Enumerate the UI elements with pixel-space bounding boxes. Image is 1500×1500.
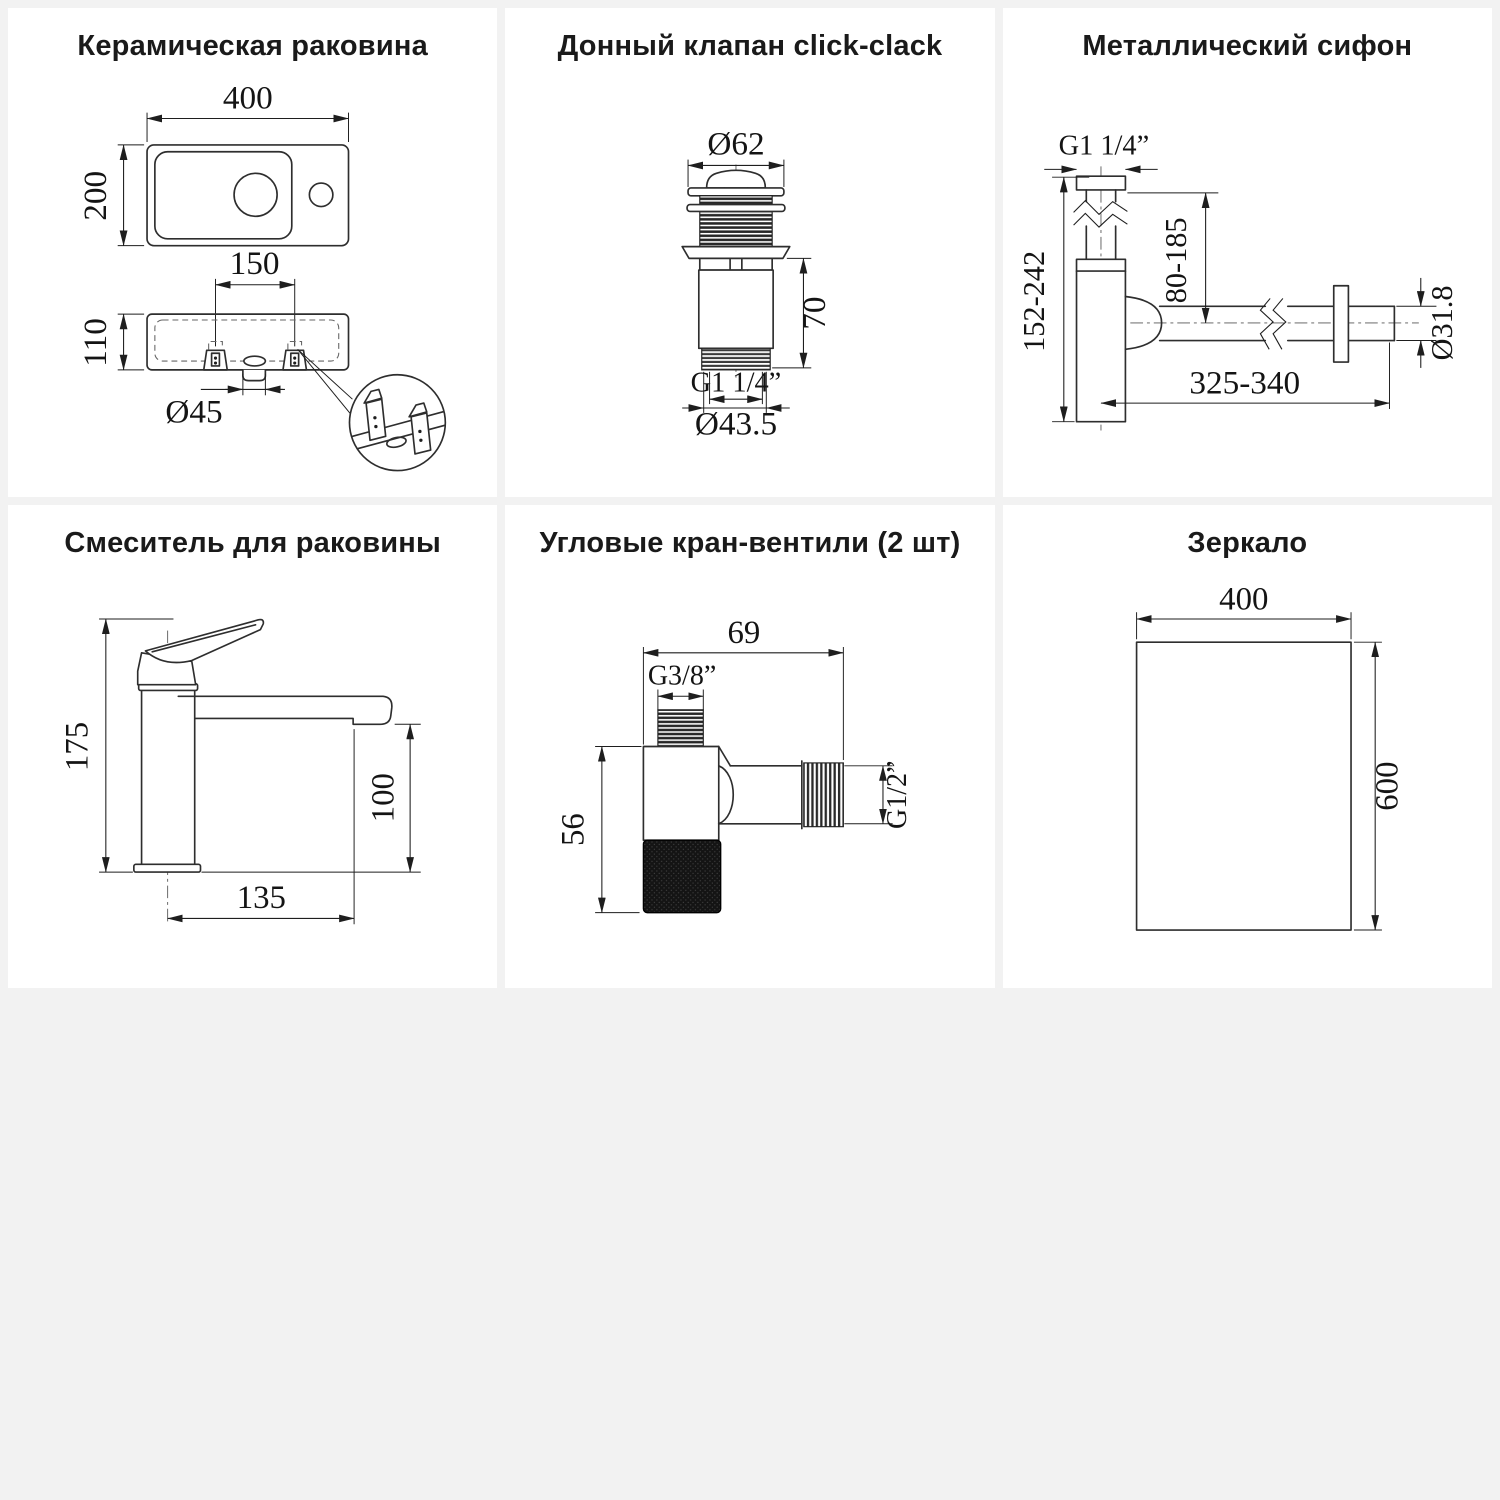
sink-top-view xyxy=(147,145,348,246)
dim-siphon-g114-label: G1 1/4” xyxy=(1058,130,1149,162)
dim-318-label: Ø31.8 xyxy=(1424,285,1459,361)
dim-110-label: 110 xyxy=(76,318,114,367)
panel-title-drain-valve: Донный клапан click-clack xyxy=(557,30,943,62)
siphon-dim-inlet xyxy=(1127,193,1218,323)
sink-dim-height xyxy=(77,314,144,370)
mixer-drawing xyxy=(8,505,497,988)
mixer-body xyxy=(134,620,392,873)
dim-g114-label: G1 1/4” xyxy=(691,367,782,399)
panel-title-sink: Керамическая раковина xyxy=(77,30,428,62)
dim-135-label: 135 xyxy=(236,879,286,916)
siphon-drawing xyxy=(1003,8,1492,497)
sink-dim-width xyxy=(147,80,348,142)
dim-325-340-label: 325-340 xyxy=(1188,364,1300,402)
valve-body xyxy=(683,170,791,370)
sink-dim-hole-spacing xyxy=(216,245,295,285)
valve-dim-body-height xyxy=(772,258,833,368)
dim-600-label: 600 xyxy=(1369,761,1406,811)
panel-title-mixer: Смеситель для раковины xyxy=(64,527,441,559)
mixer-dim-spout-height xyxy=(201,724,420,872)
sink-drain-hole xyxy=(234,173,277,216)
dim-400-label: 400 xyxy=(222,79,273,117)
panel-siphon xyxy=(1003,8,1492,497)
mixer-handle xyxy=(145,620,263,663)
angle-valve-drawing xyxy=(505,505,994,988)
sink-side-view xyxy=(147,279,348,381)
mixer-dim-reach xyxy=(168,729,354,924)
panel-mixer xyxy=(8,505,497,988)
mirror-outline xyxy=(1136,642,1350,930)
sink-drawing xyxy=(8,8,497,497)
mirror-drawing xyxy=(1003,505,1492,988)
panel-ceramic-sink xyxy=(8,8,497,497)
mixer-spout xyxy=(178,696,392,724)
dim-g12-label: G1/2” xyxy=(882,760,914,830)
angle-valve-knurled-handle xyxy=(644,840,721,912)
siphon-wall-flange xyxy=(1333,286,1348,362)
valve-thread-upper xyxy=(700,196,772,247)
siphon-dim-thread xyxy=(1044,131,1157,170)
dim-62-label: Ø62 xyxy=(707,125,765,163)
dim-mirror-400-label: 400 xyxy=(1218,581,1269,618)
angle-valve-dim-inlet xyxy=(648,661,716,711)
dim-80-185-label: 80-185 xyxy=(1158,217,1193,304)
angle-valve-body xyxy=(644,710,844,913)
angle-valve-dim-outlet xyxy=(845,761,914,829)
drain-valve-drawing xyxy=(505,8,994,497)
sink-dim-drain xyxy=(165,374,285,431)
angle-valve-inlet-thread xyxy=(658,710,703,747)
panel-mirror xyxy=(1003,505,1492,988)
panel-title-mirror: Зеркало xyxy=(1187,527,1308,559)
dim-69-label: 69 xyxy=(727,615,761,652)
panel-drain-valve xyxy=(505,8,994,497)
sink-faucet-hole xyxy=(309,183,332,206)
valve-dim-thread xyxy=(691,367,782,404)
panel-title-angle-valve: Угловые кран-вентили (2 шт) xyxy=(539,527,961,559)
dim-150-label: 150 xyxy=(229,245,280,283)
mirror-dim-height xyxy=(1354,642,1405,930)
dim-100-label: 100 xyxy=(365,773,402,823)
panel-title-siphon: Металлический сифон xyxy=(1082,30,1413,62)
sink-mounting-detail xyxy=(298,349,448,470)
dim-g38-label: G3/8” xyxy=(648,660,717,692)
sink-dim-depth xyxy=(77,145,144,246)
mirror-dim-width xyxy=(1136,581,1350,639)
angle-valve-outlet-thread xyxy=(804,763,844,827)
dim-175-label: 175 xyxy=(59,721,96,772)
dim-152-242-label: 152-242 xyxy=(1016,250,1051,352)
dim-45-label: Ø45 xyxy=(165,393,223,431)
dim-70-label: 70 xyxy=(796,296,834,330)
dim-435-label: Ø43.5 xyxy=(695,405,778,443)
dim-56-label: 56 xyxy=(555,813,592,846)
angle-valve-dim-height xyxy=(556,747,642,913)
dim-200-label: 200 xyxy=(76,170,114,221)
panel-angle-valve xyxy=(505,505,994,988)
